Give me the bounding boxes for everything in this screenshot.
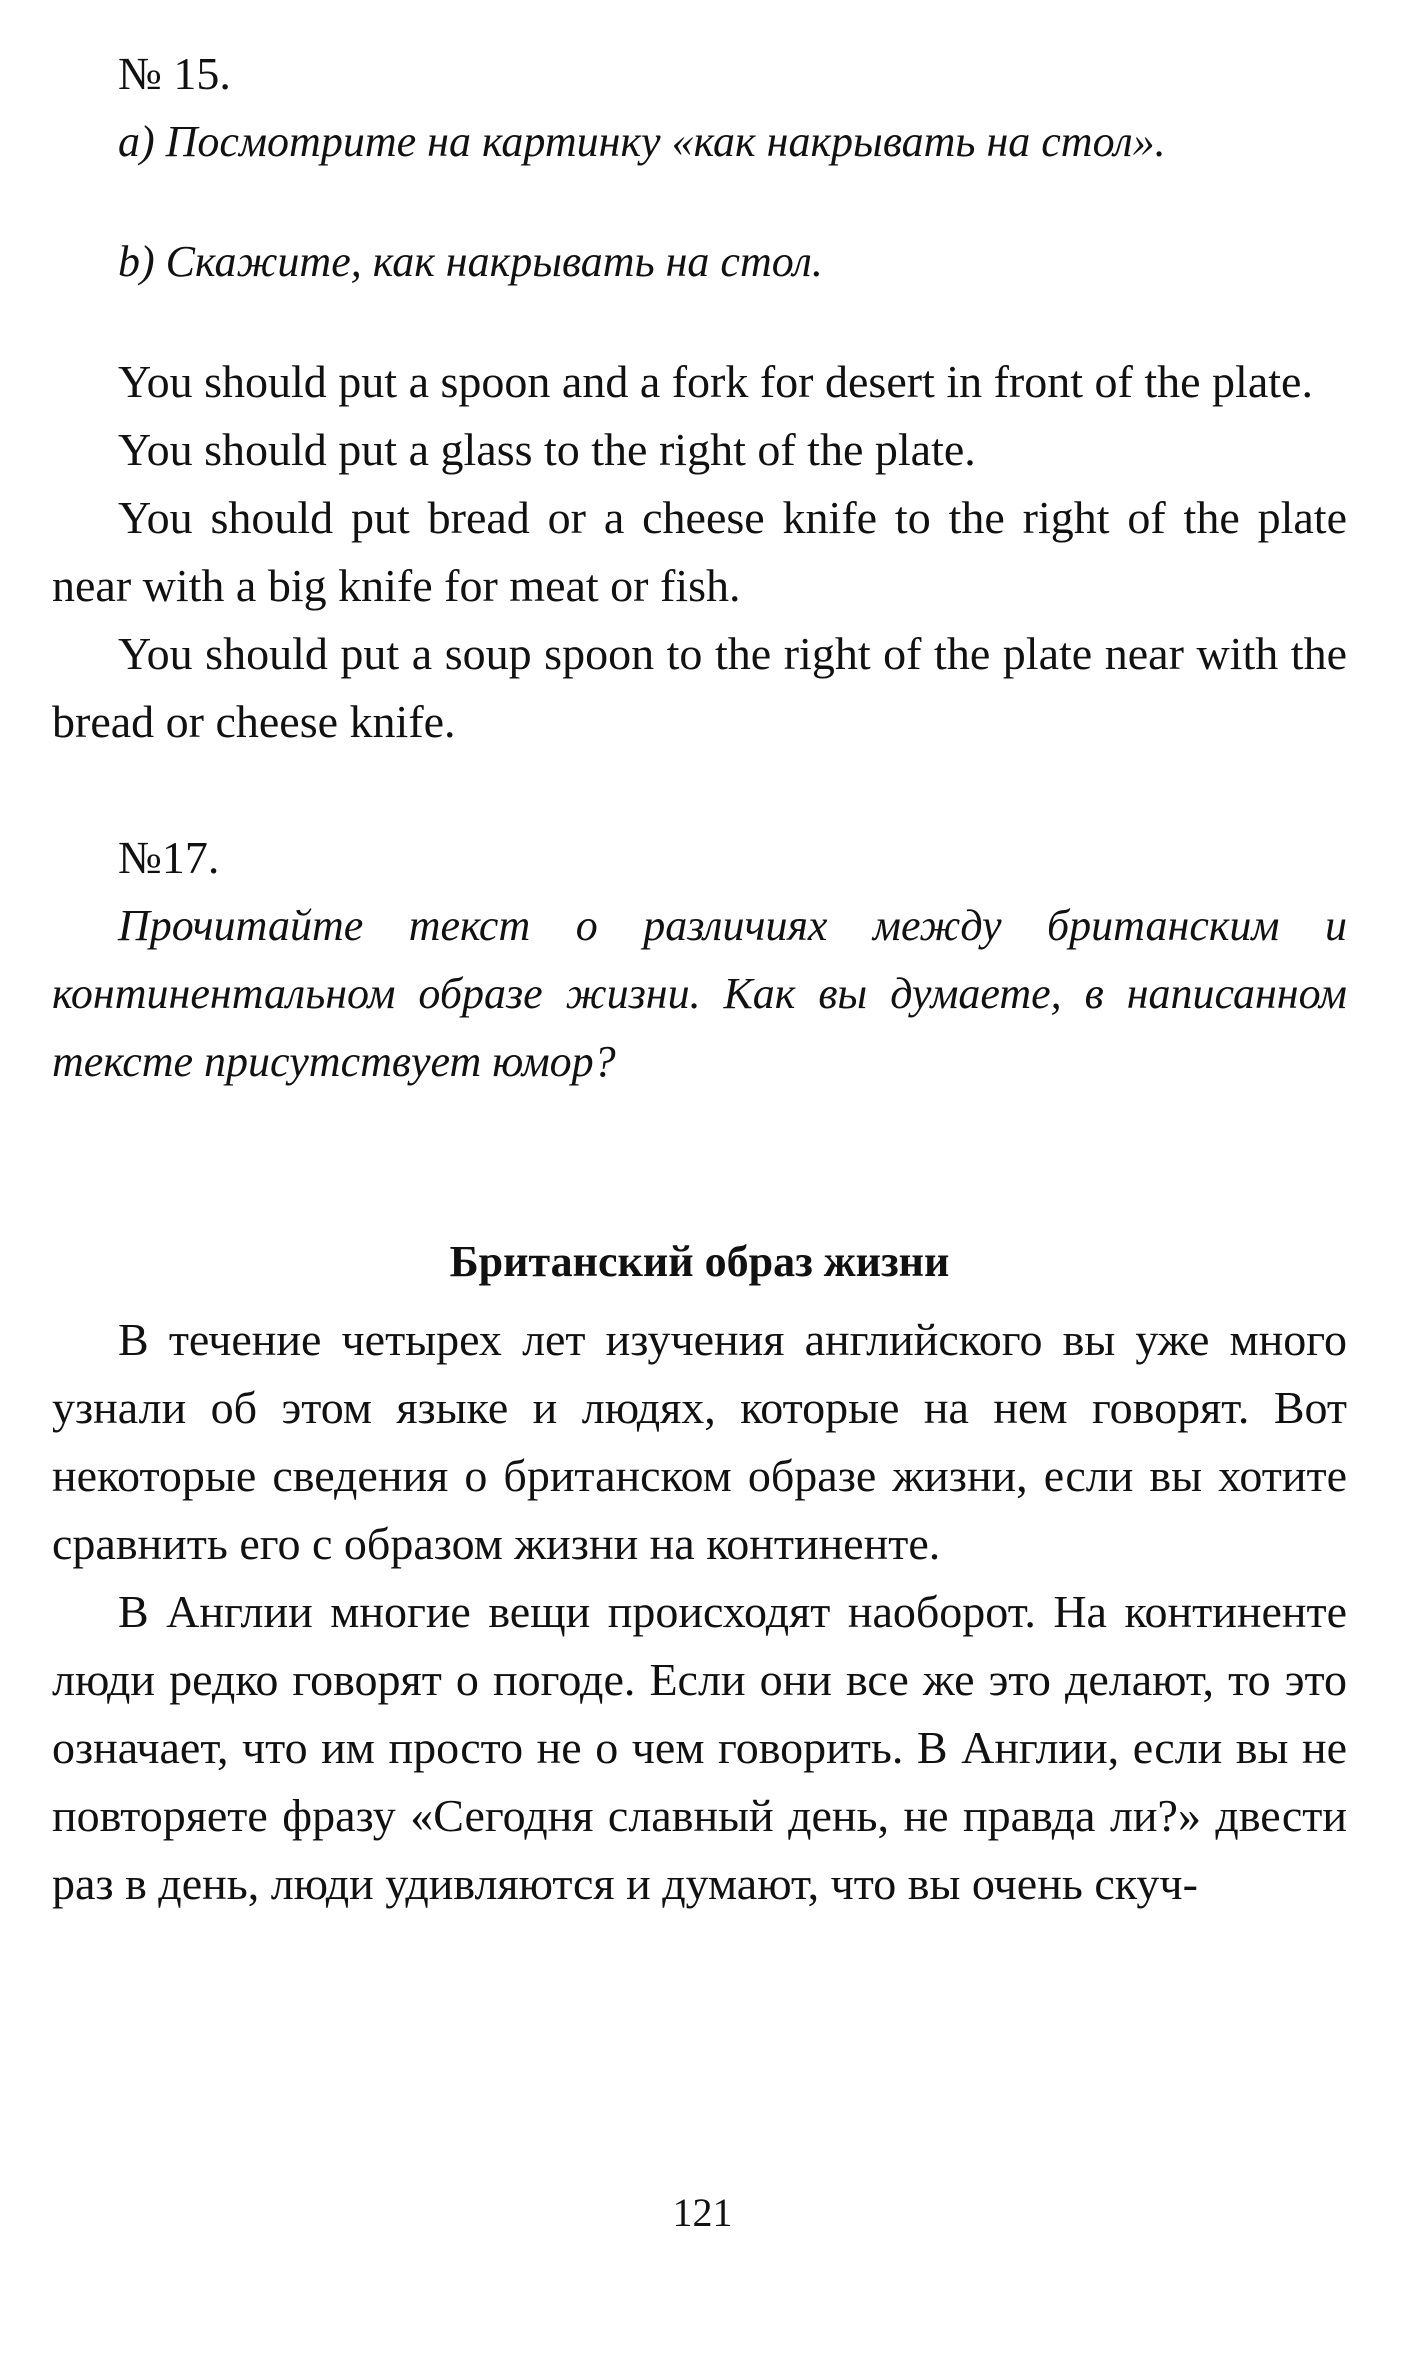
task-15-answers xyxy=(52,348,1347,756)
answer-paragraph: You should put a soup spoon to the right of the plate near with the bread or cheese knife. xyxy=(52,628,1347,747)
answer-paragraph: You should put a spoon and a fork for desert in front of the plate. xyxy=(118,356,1313,407)
task-17-instruction: Прочитайте текст о различиях между британским и континентальном образе жизни. Как вы думаете, в написанном тексте присутствует юмор? xyxy=(52,901,1347,1086)
body-paragraph: В течение четырех лет изучения английского вы уже много узнали об этом языке и людях, которые на нем говорят. Вот некоторые сведения о британском образе жизни, если вы хотите сравнить его с образом жизни на континенте. xyxy=(52,1314,1347,1569)
task-15-number: № 15. xyxy=(118,48,231,99)
text-heading: Британский образ жизни xyxy=(449,1237,950,1286)
page-content xyxy=(52,40,1347,1918)
task-17 xyxy=(52,824,1347,1918)
page-number: 121 xyxy=(672,2190,733,2235)
task-15 xyxy=(52,40,1347,756)
task-15-instruction-a: a) Посмотрите на картинку «как накрывать на стол». xyxy=(118,117,1166,166)
answer-paragraph: You should put a glass to the right of the plate. xyxy=(118,424,976,475)
task-15-instruction-b: b) Скажите, как накрывать на стол. xyxy=(118,237,823,286)
answer-paragraph: You should put bread or a cheese knife to the right of the plate near with a big knife for meat or fish. xyxy=(52,492,1347,611)
body-paragraph: В Англии многие вещи происходят наоборот. На континенте люди редко говорят о погоде. Если они все же это делают, то это означает, что им просто не о чем говорить. В Англии, если вы не повторяете фразу «Сегодня славный день, не правда ли?» двести раз в день, люди удивляются и думают, что вы очень скуч- xyxy=(52,1586,1347,1909)
task-17-number: №17. xyxy=(118,832,220,883)
